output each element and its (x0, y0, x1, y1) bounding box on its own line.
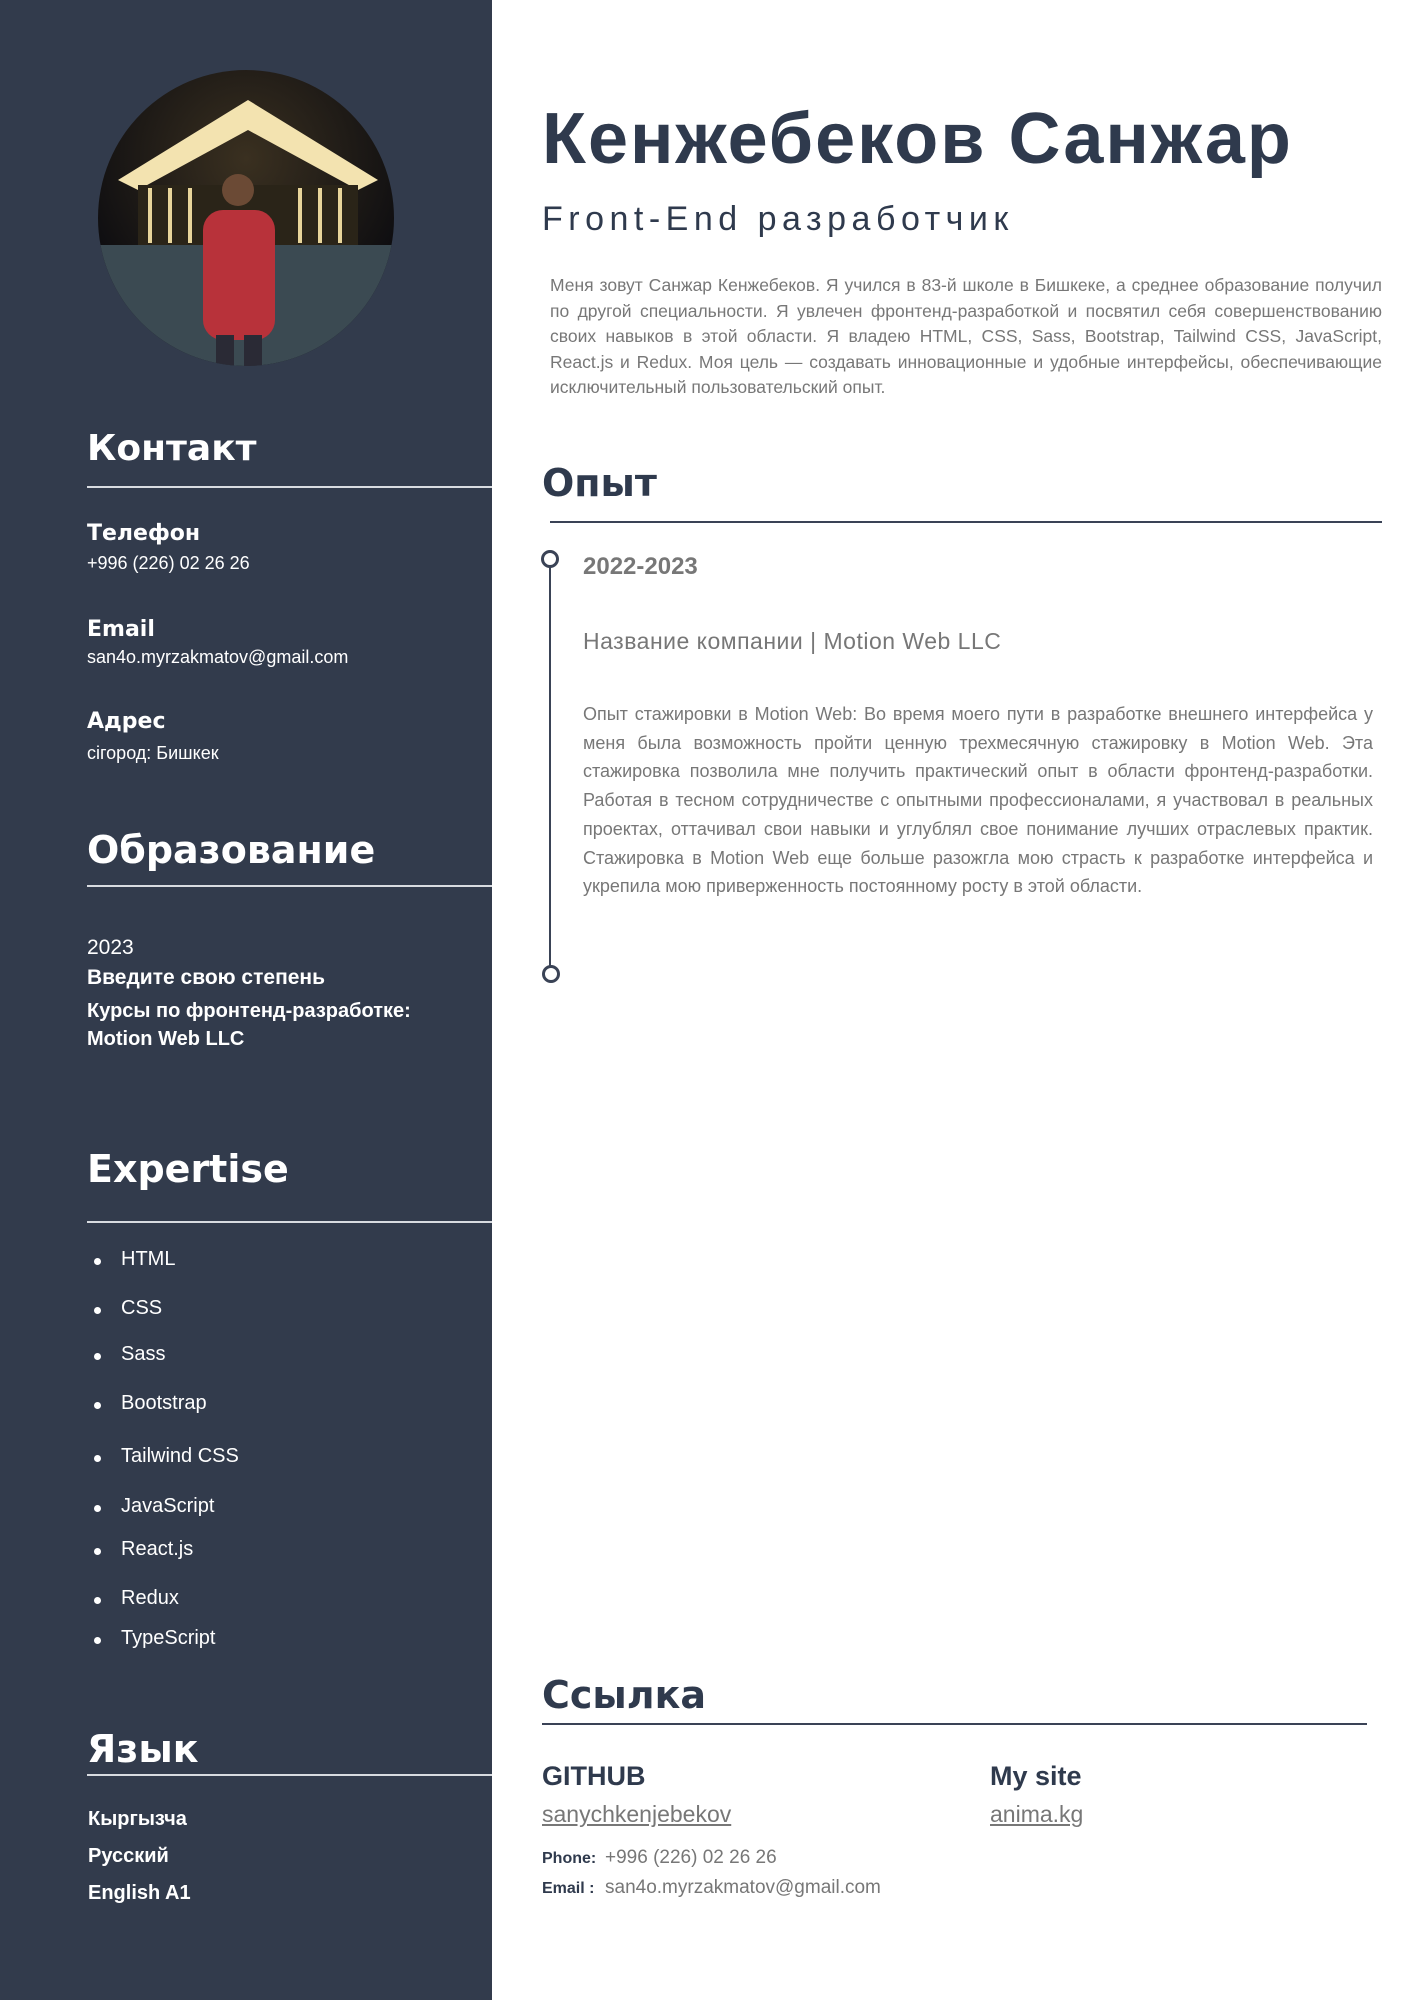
skill-item: Tailwind CSS (121, 1445, 239, 1467)
site-link[interactable]: anima.kg (990, 1801, 1084, 1827)
sidebar (0, 0, 492, 2000)
address-label: Адрес (87, 709, 166, 734)
email-label: Email : (542, 1880, 595, 1897)
email-value: san4o.myrzakmatov@gmail.com (87, 647, 349, 667)
about-text: Меня зовут Санжар Кенжебеков. Я учился в 83-й школе в Бишкеке, а среднее образование получил по другой специальности. Я увлечен фронтенд-разработкой и посвятил себя совершенствованию своих навыков в этой области. Я владею HTML, CSS, Sass, Bootstrap, Tailwind CSS, JavaScript, React.js и Redux. Моя цель — создавать инновационные и удобные интерфейсы, обеспечивающие исключительный пользовательский опыт. (550, 275, 1382, 398)
github-link[interactable]: sanychkenjebekov (542, 1801, 732, 1827)
bullet-icon (94, 1258, 101, 1265)
skill-item: JavaScript (121, 1495, 215, 1517)
divider (550, 521, 1382, 523)
skill-item: Bootstrap (121, 1392, 207, 1414)
email-label: Email (87, 617, 155, 642)
bullet-icon (94, 1637, 101, 1644)
bullet-icon (94, 1353, 101, 1360)
github-label: GITHUB (542, 1761, 646, 1791)
bullet-icon (94, 1307, 101, 1314)
divider (87, 1221, 492, 1223)
full-name: Кенжебеков Санжар (542, 99, 1293, 179)
phone-label: Телефон (87, 521, 201, 546)
experience-company: Название компании | Motion Web LLC (583, 628, 1002, 654)
language-item: Русский (88, 1845, 169, 1867)
bullet-icon (94, 1548, 101, 1555)
email-value: san4o.myrzakmatov@gmail.com (605, 1877, 881, 1898)
skill-item: Sass (121, 1343, 166, 1365)
bullet-icon (94, 1597, 101, 1604)
phone-value: +996 (226) 02 26 26 (605, 1847, 777, 1868)
divider (87, 885, 492, 887)
education-degree: Введите свою степень (87, 966, 326, 989)
skill-item: TypeScript (121, 1627, 216, 1649)
bullet-icon (94, 1402, 101, 1409)
experience-heading: Опыт (542, 461, 657, 505)
links-heading: Ссылка (542, 1673, 707, 1717)
address-value: сігород: Бишкек (87, 743, 219, 763)
language-item: English A1 (88, 1882, 191, 1904)
bullet-icon (94, 1505, 101, 1512)
skill-item: HTML (121, 1248, 176, 1270)
skill-item: CSS (121, 1297, 163, 1319)
skill-item: React.js (121, 1538, 194, 1560)
experience-description: Опыт стажировки в Motion Web: Во время моего пути в разработке внешнего интерфейса у меня была возможность пройти ценную трехмесячную стажировку в Motion Web. Эта стажировка позволила мне получить практический опыт в области фронтенд-разработки. Работая в тесном сотрудничестве с опытными профессионалами, я участвовал в реальных проектах, оттачивал свои навыки и углублял свое понимание лучших отраслевых практик. Стажировка в Motion Web еще больше разожгла мою страсть к разработке интерфейса и укрепила мою приверженность постоянному росту в этой области. (583, 704, 1373, 897)
education-heading: Образование (87, 828, 376, 872)
expertise-heading: Expertise (87, 1147, 289, 1191)
divider (542, 1723, 1367, 1725)
contact-heading: Контакт (87, 428, 257, 469)
education-school: Курсы по фронтенд-разработке: (87, 1000, 411, 1022)
education-school-2: Motion Web LLC (87, 1028, 245, 1050)
divider (87, 1774, 492, 1776)
language-item: Кыргызча (88, 1808, 187, 1830)
timeline-line (549, 567, 551, 967)
job-title: Front-End разработчик (542, 200, 1014, 238)
timeline-start-icon (541, 550, 559, 568)
skill-item: Redux (121, 1587, 179, 1609)
divider (87, 486, 492, 488)
experience-period: 2022-2023 (583, 553, 698, 580)
phone-label: Phone: (542, 1850, 597, 1867)
site-label: My site (990, 1761, 1082, 1791)
profile-photo (98, 70, 394, 366)
timeline-end-icon (542, 965, 560, 983)
phone-value: +996 (226) 02 26 26 (87, 553, 250, 573)
bullet-icon (94, 1455, 101, 1462)
language-heading: Язык (87, 1727, 199, 1771)
education-year: 2023 (87, 936, 134, 959)
